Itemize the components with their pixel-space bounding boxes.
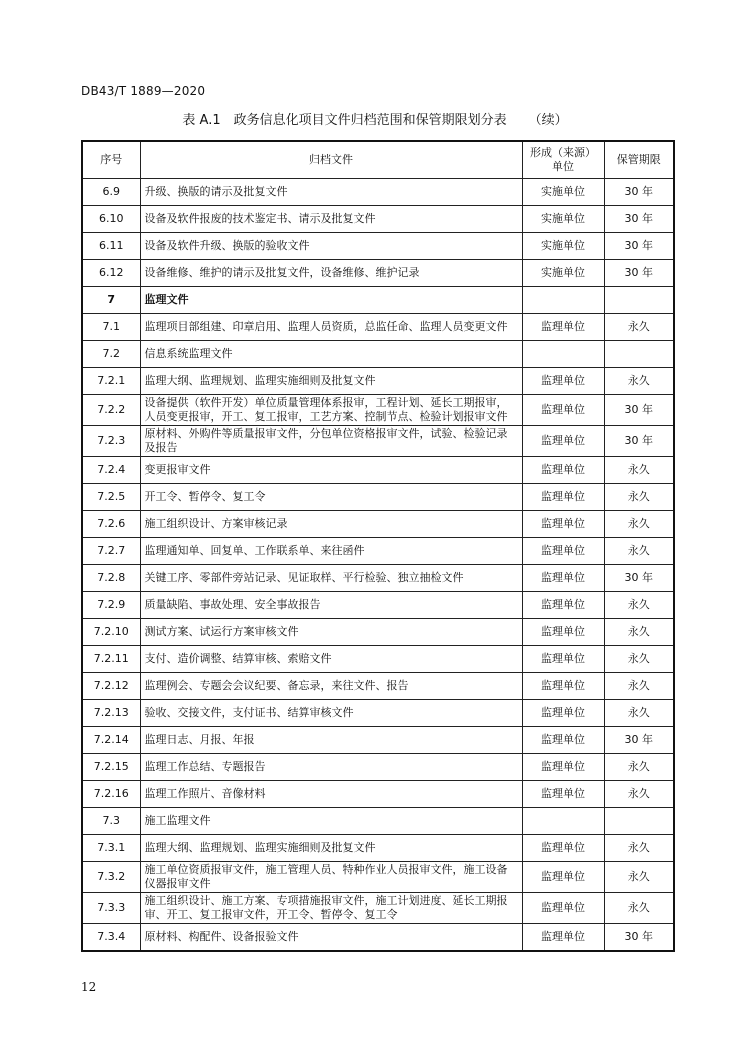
row-retention-cell: 永久 <box>604 511 674 538</box>
column-header-source-unit: 形成（来源）单位 <box>522 141 604 179</box>
row-source-unit-cell <box>522 341 604 368</box>
table-row <box>82 233 674 260</box>
row-document-cell: 原材料、外购件等质量报审文件，分包单位资格报审文件，试验、检验记录及报告 <box>140 426 522 457</box>
row-document-cell: 变更报审文件 <box>140 457 522 484</box>
row-document-cell: 关键工序、零部件旁站记录、见证取样、平行检验、独立抽检文件 <box>140 565 522 592</box>
row-number-cell: 7.2.15 <box>82 754 140 781</box>
row-retention-cell <box>604 287 674 314</box>
row-number-cell: 7.2.10 <box>82 619 140 646</box>
row-number-cell: 7.3.4 <box>82 924 140 952</box>
row-retention-cell: 永久 <box>604 538 674 565</box>
row-source-unit-cell: 监理单位 <box>522 673 604 700</box>
row-retention-cell: 永久 <box>604 835 674 862</box>
row-number-cell: 7.2.2 <box>82 395 140 426</box>
table-row <box>82 314 674 341</box>
table-row <box>82 511 674 538</box>
row-retention-cell: 永久 <box>604 700 674 727</box>
row-source-unit-cell: 监理单位 <box>522 893 604 924</box>
table-continued-label: （续） <box>528 113 568 128</box>
table-body <box>82 179 674 952</box>
row-source-unit-cell: 监理单位 <box>522 862 604 893</box>
archive-table <box>81 140 675 952</box>
row-source-unit-cell: 监理单位 <box>522 395 604 426</box>
row-retention-cell: 永久 <box>604 646 674 673</box>
column-header-retention: 保管期限 <box>604 141 674 179</box>
row-retention-cell: 30 年 <box>604 727 674 754</box>
table-section-row <box>82 287 674 314</box>
row-number-cell: 7.2.16 <box>82 781 140 808</box>
table-row <box>82 727 674 754</box>
row-number-cell: 6.11 <box>82 233 140 260</box>
row-source-unit-cell: 监理单位 <box>522 457 604 484</box>
row-number-cell: 7.1 <box>82 314 140 341</box>
row-document-cell: 信息系统监理文件 <box>140 341 522 368</box>
row-retention-cell: 30 年 <box>604 565 674 592</box>
table-row <box>82 808 674 835</box>
row-number-cell: 7.3.1 <box>82 835 140 862</box>
row-document-cell: 监理项目部组建、印章启用、监理人员资质，总监任命、监理人员变更文件 <box>140 314 522 341</box>
row-source-unit-cell <box>522 808 604 835</box>
row-source-unit-cell: 实施单位 <box>522 206 604 233</box>
table-row <box>82 368 674 395</box>
row-number-cell: 7.2.12 <box>82 673 140 700</box>
table-row <box>82 457 674 484</box>
table-header-row <box>82 141 674 179</box>
row-number-cell: 7.2.7 <box>82 538 140 565</box>
row-retention-cell: 永久 <box>604 862 674 893</box>
table-row <box>82 592 674 619</box>
row-document-cell: 监理工作照片、音像材料 <box>140 781 522 808</box>
row-document-cell: 开工令、暂停令、复工令 <box>140 484 522 511</box>
table-row <box>82 754 674 781</box>
row-source-unit-cell: 监理单位 <box>522 484 604 511</box>
row-retention-cell: 永久 <box>604 754 674 781</box>
row-number-cell: 7.2.11 <box>82 646 140 673</box>
table-row <box>82 673 674 700</box>
row-document-cell: 设备及软件报废的技术鉴定书、请示及批复文件 <box>140 206 522 233</box>
row-document-cell: 测试方案、试运行方案审核文件 <box>140 619 522 646</box>
row-retention-cell: 30 年 <box>604 426 674 457</box>
table-row <box>82 206 674 233</box>
row-retention-cell: 30 年 <box>604 233 674 260</box>
row-number-cell: 7.2 <box>82 341 140 368</box>
row-document-cell: 设备提供（软件开发）单位质量管理体系报审，工程计划、延长工期报审，人员变更报审，开工、复工报审，工艺方案、控制节点、检验计划报审文件 <box>140 395 522 426</box>
column-header-number: 序号 <box>82 141 140 179</box>
row-retention-cell: 永久 <box>604 673 674 700</box>
row-number-cell: 7.2.6 <box>82 511 140 538</box>
row-source-unit-cell: 监理单位 <box>522 565 604 592</box>
row-source-unit-cell: 实施单位 <box>522 179 604 206</box>
row-document-cell: 质量缺陷、事故处理、安全事故报告 <box>140 592 522 619</box>
row-retention-cell <box>604 341 674 368</box>
table-row <box>82 619 674 646</box>
row-document-cell: 施工组织设计、方案审核记录 <box>140 511 522 538</box>
row-retention-cell: 30 年 <box>604 260 674 287</box>
row-source-unit-cell <box>522 287 604 314</box>
page-number: 12 <box>81 980 97 994</box>
row-document-cell: 监理大纲、监理规划、监理实施细则及批复文件 <box>140 368 522 395</box>
row-number-cell: 7.2.4 <box>82 457 140 484</box>
row-source-unit-cell: 监理单位 <box>522 781 604 808</box>
row-source-unit-cell: 实施单位 <box>522 260 604 287</box>
table-row <box>82 426 674 457</box>
table-row <box>82 893 674 924</box>
row-number-cell: 7.2.3 <box>82 426 140 457</box>
row-document-cell: 设备维修、维护的请示及批复文件，设备维修、维护记录 <box>140 260 522 287</box>
row-number-cell: 7.2.5 <box>82 484 140 511</box>
row-source-unit-cell: 监理单位 <box>522 538 604 565</box>
row-number-cell: 7.2.9 <box>82 592 140 619</box>
document-id: DB43/T 1889—2020 <box>81 84 206 98</box>
row-document-cell: 监理通知单、回复单、工作联系单、来往函件 <box>140 538 522 565</box>
table-title-line <box>0 109 750 128</box>
table-row <box>82 484 674 511</box>
row-source-unit-cell: 监理单位 <box>522 511 604 538</box>
row-document-cell: 监理例会、专题会会议纪要、备忘录，来往文件、报告 <box>140 673 522 700</box>
row-number-cell: 7.3.3 <box>82 893 140 924</box>
table-row <box>82 395 674 426</box>
row-retention-cell: 永久 <box>604 893 674 924</box>
row-number-cell: 7.2.14 <box>82 727 140 754</box>
row-source-unit-cell: 监理单位 <box>522 619 604 646</box>
row-document-cell: 监理日志、月报、年报 <box>140 727 522 754</box>
row-retention-cell: 30 年 <box>604 206 674 233</box>
row-number-cell: 7.3.2 <box>82 862 140 893</box>
row-retention-cell: 永久 <box>604 484 674 511</box>
row-number-cell: 7.2.8 <box>82 565 140 592</box>
table-row <box>82 341 674 368</box>
row-retention-cell: 30 年 <box>604 924 674 952</box>
row-document-cell: 监理文件 <box>140 287 522 314</box>
column-header-document: 归档文件 <box>140 141 522 179</box>
row-retention-cell: 永久 <box>604 368 674 395</box>
row-source-unit-cell: 监理单位 <box>522 835 604 862</box>
row-number-cell: 7.2.1 <box>82 368 140 395</box>
row-source-unit-cell: 实施单位 <box>522 233 604 260</box>
row-source-unit-cell: 监理单位 <box>522 368 604 395</box>
row-source-unit-cell: 监理单位 <box>522 314 604 341</box>
row-retention-cell: 永久 <box>604 457 674 484</box>
row-number-cell: 6.12 <box>82 260 140 287</box>
table-row <box>82 924 674 952</box>
row-document-cell: 升级、换版的请示及批复文件 <box>140 179 522 206</box>
row-source-unit-cell: 监理单位 <box>522 646 604 673</box>
row-retention-cell: 永久 <box>604 619 674 646</box>
table-row <box>82 862 674 893</box>
row-source-unit-cell: 监理单位 <box>522 754 604 781</box>
table-row <box>82 260 674 287</box>
row-retention-cell: 30 年 <box>604 179 674 206</box>
row-source-unit-cell: 监理单位 <box>522 727 604 754</box>
row-retention-cell <box>604 808 674 835</box>
table-row <box>82 179 674 206</box>
row-document-cell: 原材料、构配件、设备报验文件 <box>140 924 522 952</box>
row-document-cell: 设备及软件升级、换版的验收文件 <box>140 233 522 260</box>
table-title: 表 A.1 政务信息化项目文件归档范围和保管期限划分表 <box>182 113 507 128</box>
row-number-cell: 7 <box>82 287 140 314</box>
table-row <box>82 835 674 862</box>
row-number-cell: 6.10 <box>82 206 140 233</box>
table-row <box>82 538 674 565</box>
row-number-cell: 7.3 <box>82 808 140 835</box>
row-number-cell: 6.9 <box>82 179 140 206</box>
row-document-cell: 验收、交接文件，支付证书、结算审核文件 <box>140 700 522 727</box>
row-source-unit-cell: 监理单位 <box>522 924 604 952</box>
row-source-unit-cell: 监理单位 <box>522 592 604 619</box>
row-document-cell: 施工组织设计、施工方案、专项措施报审文件，施工计划进度、延长工期报审、开工、复工报审文件，开工令、暂停令、复工令 <box>140 893 522 924</box>
row-source-unit-cell: 监理单位 <box>522 426 604 457</box>
table-row <box>82 781 674 808</box>
row-document-cell: 监理工作总结、专题报告 <box>140 754 522 781</box>
row-retention-cell: 永久 <box>604 592 674 619</box>
row-document-cell: 监理大纲、监理规划、监理实施细则及批复文件 <box>140 835 522 862</box>
table-row <box>82 646 674 673</box>
table-row <box>82 700 674 727</box>
row-document-cell: 施工单位资质报审文件，施工管理人员、特种作业人员报审文件，施工设备仪器报审文件 <box>140 862 522 893</box>
row-source-unit-cell: 监理单位 <box>522 700 604 727</box>
row-number-cell: 7.2.13 <box>82 700 140 727</box>
row-document-cell: 支付、造价调整、结算审核、索赔文件 <box>140 646 522 673</box>
row-retention-cell: 永久 <box>604 781 674 808</box>
row-retention-cell: 永久 <box>604 314 674 341</box>
row-retention-cell: 30 年 <box>604 395 674 426</box>
row-document-cell: 施工监理文件 <box>140 808 522 835</box>
table-row <box>82 565 674 592</box>
